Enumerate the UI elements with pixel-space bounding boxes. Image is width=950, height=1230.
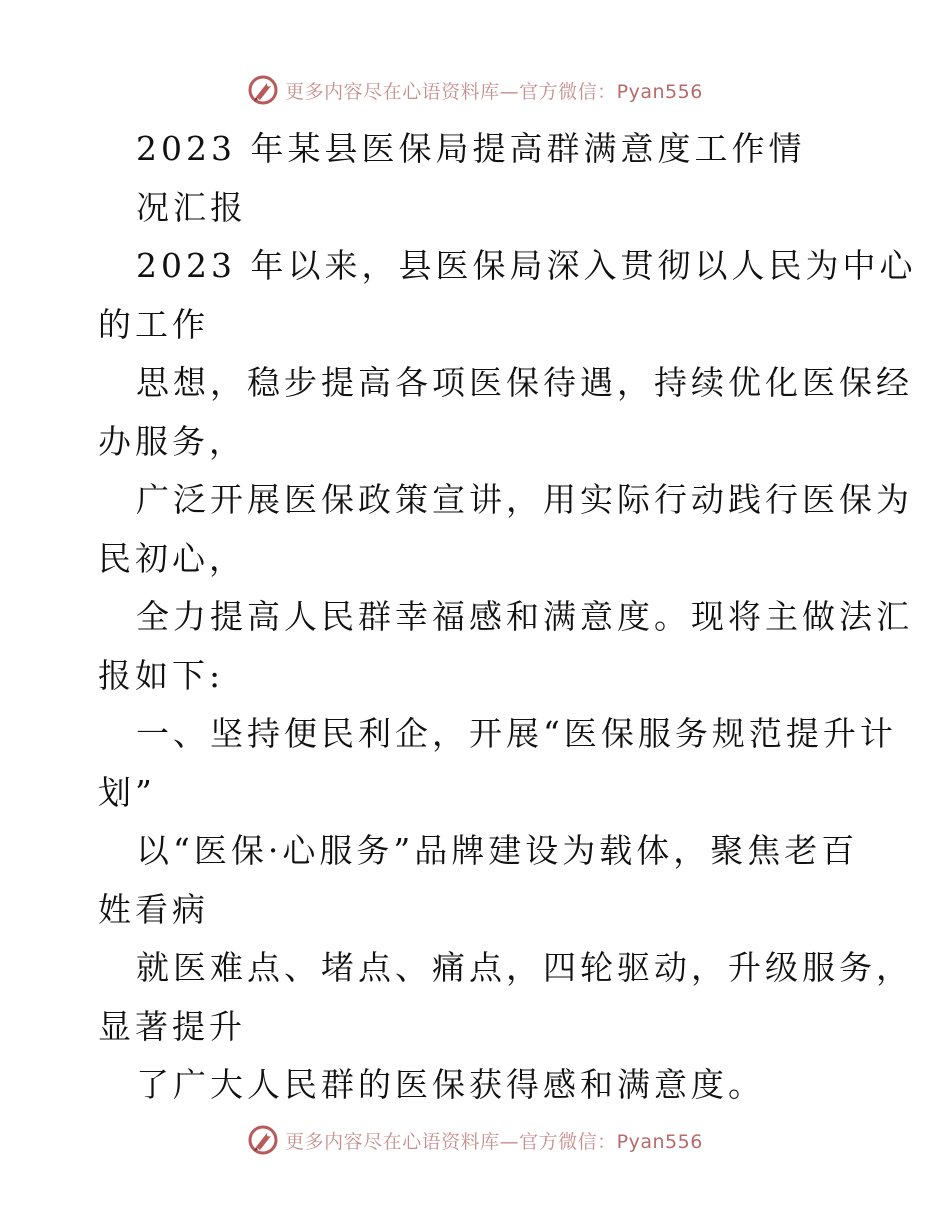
text-line: 况汇报 xyxy=(136,187,247,227)
footer-banner xyxy=(0,1120,950,1160)
document-body xyxy=(98,120,917,1115)
header-banner xyxy=(0,70,950,110)
text-line: 了广大人民群的医保获得感和满意度。 xyxy=(136,1065,765,1104)
text-line: 的工作 xyxy=(98,304,209,344)
text-line: 就医难点、堵点、痛点，四轮驱动，升级服务， xyxy=(136,948,913,987)
text-line: 划” xyxy=(98,772,156,812)
text-line: 全力提高人民群幸福感和满意度。现将主做法汇 xyxy=(136,597,913,636)
text-line: 2023 年以来，县医保局深入贯彻以人民为中心 xyxy=(136,246,917,285)
text-line: 姓看病 xyxy=(98,889,209,929)
text-line: 显著提升 xyxy=(98,1006,246,1046)
pen-logo-icon xyxy=(247,74,279,106)
text-line: 报如下: xyxy=(98,655,225,695)
banner-text: 更多内容尽在心语资料库—官方微信：Pyan556 xyxy=(285,1130,703,1153)
text-line: 广泛开展医保政策宣讲，用实际行动践行医保为 xyxy=(136,480,913,519)
banner-text: 更多内容尽在心语资料库—官方微信：Pyan556 xyxy=(285,80,703,103)
text-line: 以“医保·心服务”品牌建设为载体，聚焦老百 xyxy=(136,831,859,870)
text-line: 一、坚持便民利企，开展“医保服务规范提升计 xyxy=(136,714,897,753)
text-line: 办服务， xyxy=(98,421,246,461)
wechat-id: Pyan556 xyxy=(616,80,703,103)
text-line: 2023 年某县医保局提高群满意度工作情 xyxy=(136,129,806,168)
pen-logo-icon xyxy=(247,1124,279,1156)
text-line: 思想，稳步提高各项医保待遇，持续优化医保经 xyxy=(136,363,913,402)
wechat-id: Pyan556 xyxy=(616,1130,703,1153)
text-line: 民初心， xyxy=(98,538,246,578)
